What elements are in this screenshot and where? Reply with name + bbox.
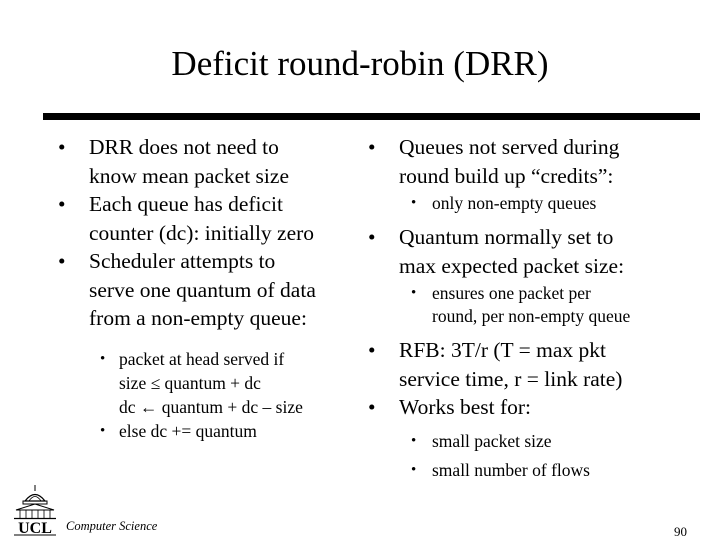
sub-bullet-text: • else dc += quantum bbox=[119, 420, 257, 441]
bullet-text: counter (dc): initially zero bbox=[89, 220, 315, 245]
bullet-scheduler bbox=[54, 247, 354, 333]
sub-bullet-text: dc ← quantum + dc – size bbox=[119, 396, 303, 417]
bullet-quantum bbox=[364, 223, 709, 280]
bullet-text: service time, r = link rate) bbox=[399, 366, 623, 391]
bullet-credits bbox=[364, 133, 709, 190]
bullet-deficit-counter bbox=[54, 190, 354, 247]
bullet-text: • Queues not served during bbox=[399, 135, 620, 159]
sub-bullet-packet-served bbox=[54, 347, 354, 419]
bullet-text: serve one quantum of data bbox=[89, 277, 316, 302]
sub-bullet-text: size ≤ quantum + dc bbox=[119, 372, 261, 393]
page-number: 90 bbox=[674, 524, 687, 539]
bullet-text: know mean packet size bbox=[89, 163, 289, 188]
sub-bullet-text: • small packet size bbox=[432, 430, 552, 451]
sub-bullet-text: • ensures one packet per bbox=[432, 283, 591, 303]
ucl-logo-text: UCL bbox=[18, 520, 52, 536]
bullet-text: • Scheduler attempts to bbox=[89, 249, 276, 273]
sub-bullet-text: • only non-empty queues bbox=[432, 193, 597, 213]
left-column bbox=[54, 133, 354, 443]
ucl-logo bbox=[10, 484, 60, 536]
bullet-rfb bbox=[364, 336, 709, 393]
bullet-works-best bbox=[364, 393, 709, 422]
sub-bullet-else bbox=[54, 419, 354, 443]
title-divider bbox=[43, 113, 700, 120]
bullet-text: • Works best for: bbox=[399, 395, 532, 419]
sub-bullet-text: • small number of flows bbox=[432, 459, 590, 480]
sub-bullet-text: round, per non-empty queue bbox=[432, 306, 631, 326]
sub-bullet-one-packet bbox=[364, 282, 709, 328]
bullet-text: max expected packet size: bbox=[399, 253, 625, 278]
slide-title: Deficit round-robin (DRR) bbox=[171, 44, 549, 83]
sub-bullet-non-empty bbox=[364, 192, 709, 215]
sub-bullet-small-flows bbox=[364, 459, 709, 482]
bullet-text: round build up “credits”: bbox=[399, 163, 614, 188]
bullet-text: from a non-empty queue: bbox=[89, 306, 307, 330]
bullet-text: • Quantum normally set to bbox=[399, 225, 614, 249]
bullet-text: • RFB: 3T/r (T = max pkt bbox=[399, 338, 607, 362]
bullet-text: • DRR does not need to bbox=[89, 135, 279, 159]
bullet-drr-mean-size bbox=[54, 133, 354, 190]
sub-bullet-small-packet bbox=[364, 430, 709, 453]
bullet-text: • Each queue has deficit bbox=[89, 192, 284, 216]
right-column bbox=[364, 133, 709, 482]
sub-bullet-text: • packet at head served if bbox=[119, 348, 285, 369]
footer-department: Computer Science bbox=[66, 519, 158, 533]
